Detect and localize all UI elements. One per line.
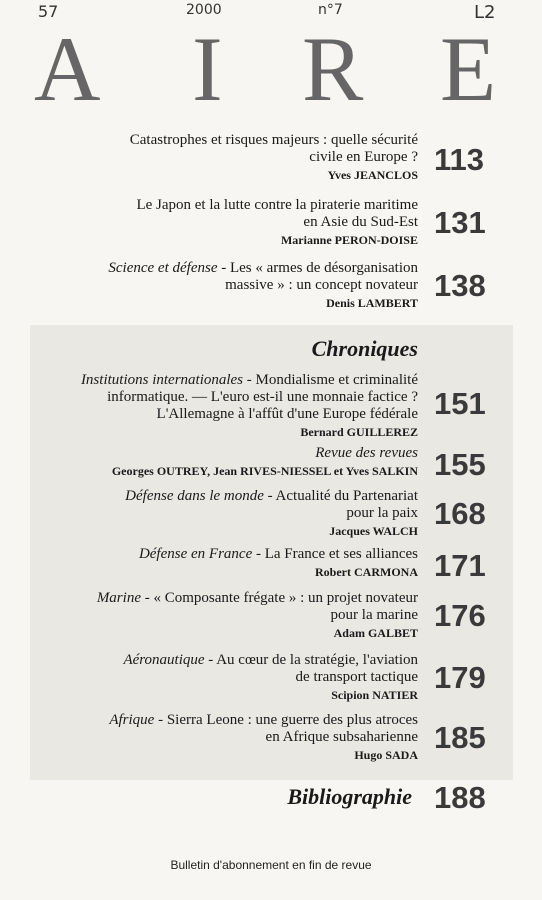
journal-title (0, 18, 542, 120)
entry-author: Denis LAMBERT (326, 296, 418, 310)
entry-author: Hugo SADA (354, 748, 418, 762)
bibliographie-label: Bibliographie (287, 784, 412, 809)
entry-category: Marine (96, 590, 141, 606)
entry-category: Défense en France (138, 546, 253, 562)
entry-text: Institutions internationales - Mondialisme et criminalité informatique. — L'euro est-il une monnaie factice ? L'Allemagne à l'affût d'une Europe fédérale Bernard GUILLEREZ (30, 372, 418, 440)
entry-text: Afrique - Sierra Leone : une guerre des plus atroces en Afrique subsaharienne Hugo SADA (30, 712, 418, 763)
entry-text: Défense dans le monde - Actualité du Partenariat pour la paix Jacques WALCH (30, 488, 418, 539)
entry-author: Bernard GUILLEREZ (300, 425, 418, 439)
handwritten-note-issue: 57 (38, 2, 59, 21)
entry-page-number: 185 (434, 720, 486, 755)
entry-page-number: 179 (434, 660, 486, 695)
entry-author: Adam GALBET (333, 626, 418, 640)
entry-author: Robert CARMONA (315, 565, 418, 579)
chroniques-heading: Chroniques (311, 336, 418, 361)
entry-text (30, 445, 418, 479)
entry-page-number: 138 (434, 268, 486, 303)
entry-page-number: 113 (434, 142, 485, 177)
entry-page-number: 131 (434, 205, 486, 240)
entry-category: Afrique (109, 712, 155, 728)
entry-text: Le Japon et la lutte contre la piraterie maritime en Asie du Sud-Est Marianne PERON-DOISE (30, 197, 418, 248)
entry-page-number: 188 (434, 780, 486, 815)
subscription-note: Bulletin d'abonnement en fin de revue (170, 858, 372, 872)
entry-category: Défense dans le monde (125, 488, 264, 504)
entry-text: Aéronautique - Au cœur de la stratégie, l'aviation de transport tactique Scipion NATIER (30, 652, 418, 703)
entry-author: Marianne PERON-DOISE (280, 233, 418, 247)
handwritten-note-number: n°7 (318, 2, 343, 18)
entry-category: Aéronautique (123, 652, 205, 668)
title-letter: R (302, 18, 364, 120)
title-letter: E (440, 18, 497, 120)
entry-page-number: 155 (434, 447, 486, 482)
entry-page-number: 176 (434, 598, 486, 633)
entry-category: Science et défense (108, 260, 218, 276)
entry-author: Georges OUTREY, Jean RIVES-NIESSEL et Yves SALKIN (111, 464, 418, 478)
entry-text: Science et défense - Les « armes de désorganisation massive » : un concept novateur Denis LAMBERT (30, 260, 418, 311)
entry-author: Scipion NATIER (331, 688, 418, 702)
entry-page-number: 151 (434, 386, 486, 421)
entry-text: Défense en France - La France et ses alliances Robert CARMONA (30, 546, 418, 580)
entry-page-number: 171 (434, 548, 486, 583)
entry-text: Catastrophes et risques majeurs : quelle sécurité civile en Europe ? Yves JEANCLOS (30, 132, 418, 183)
entry-author: Yves JEANCLOS (327, 168, 418, 182)
title-letter: I (192, 18, 223, 120)
handwritten-note-code: L2 (474, 2, 496, 23)
entry-category: Institutions internationales (80, 372, 244, 388)
entry-category: Revue des revues (315, 445, 418, 461)
entry-text: Marine - « Composante frégate » : un projet novateur pour la marine Adam GALBET (30, 590, 418, 641)
entry-page-number: 168 (434, 496, 486, 531)
title-letter: A (34, 18, 101, 120)
handwritten-note-year: 2000 (186, 2, 222, 18)
entry-author: Jacques WALCH (329, 524, 418, 538)
